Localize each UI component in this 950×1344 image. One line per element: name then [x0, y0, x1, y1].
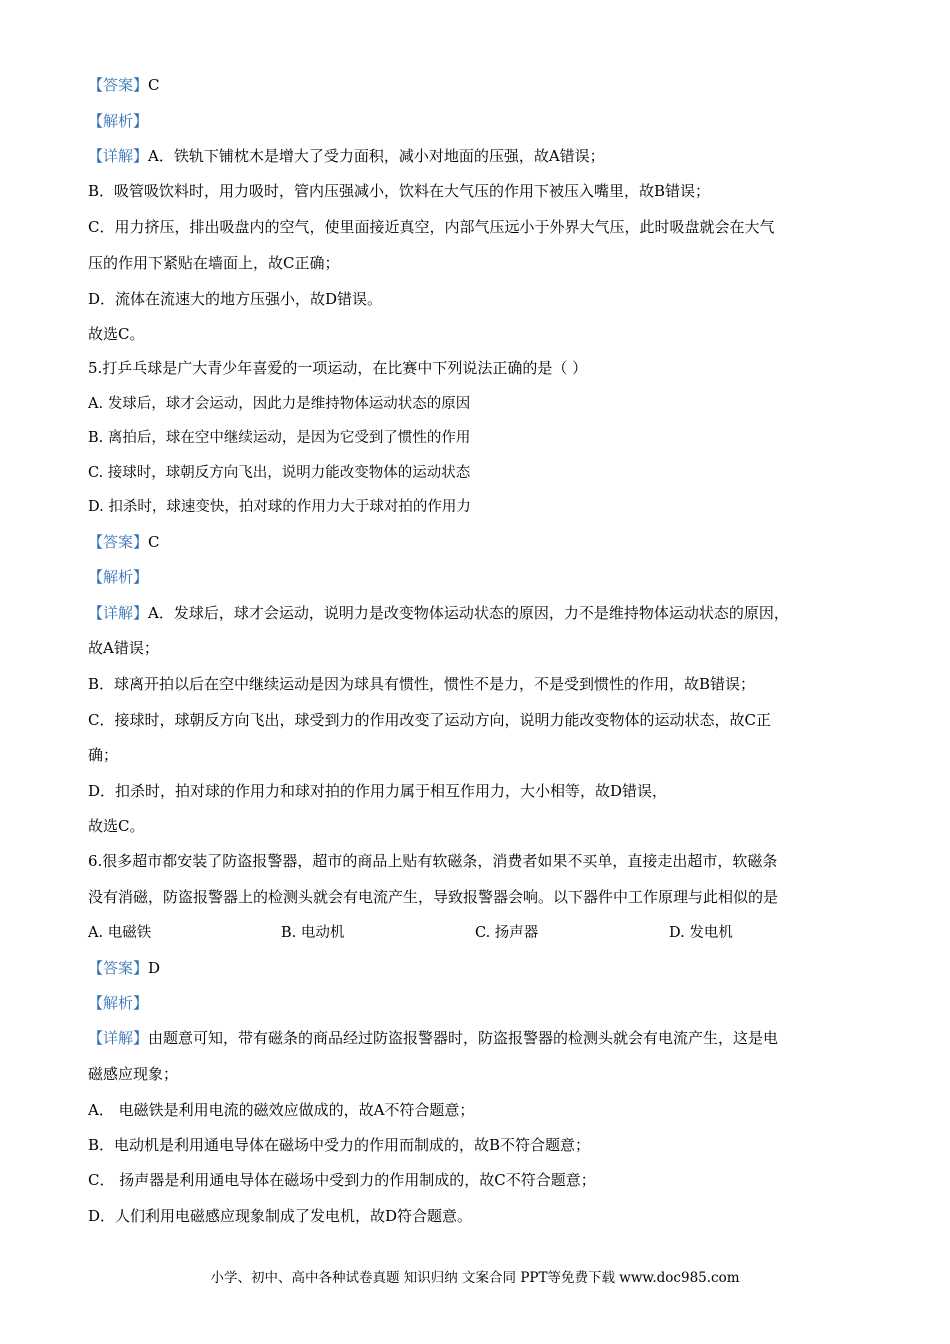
detail-tag: 【详解】 [88, 1029, 149, 1047]
option-d: D. 扣杀时，球速变快，拍对球的作用力大于球对拍的作用力 [88, 499, 471, 515]
explanation-line: 压的作用下紧贴在墙面上，故C正确； [88, 254, 340, 272]
answer-line [88, 958, 160, 978]
question-stem: 6.很多超市都安装了防盗报警器，超市的商品上贴有软磁条，消费者如果不买单，直接走出超市，软磁条 [88, 852, 778, 870]
explanation-line: 【详解】由题意可知，带有磁条的商品经过防盗报警器时，防盗报警器的检测头就会有电流产生，这是电 [88, 1029, 779, 1047]
explanation-line: D．人们利用电磁感应现象制成了发电机，故D符合题意。 [88, 1207, 473, 1225]
explanation-line: A． 电磁铁是利用电流的磁效应做成的，故A不符合题意； [88, 1101, 475, 1119]
explanation-line: 【详解】A．铁轨下铺枕木是增大了受力面积，减小对地面的压强，故A错误； [88, 147, 605, 165]
explanation-line: 确； [88, 746, 119, 764]
option-b: B. 离拍后，球在空中继续运动，是因为它受到了惯性的作用 [88, 430, 471, 446]
answer-value: C [148, 76, 160, 94]
explanation-line: C．用力挤压，排出吸盘内的空气，使里面接近真空，内部气压远小于外界大气压，此时吸盘就会在大气 [88, 218, 775, 236]
explanation-line: 【详解】A．发球后，球才会运动，说明力是改变物体运动状态的原因，力不是维持物体运动状态的原因， [88, 604, 789, 622]
option-a: A. 电磁铁 [88, 925, 152, 941]
detail-tag: 【详解】 [88, 604, 149, 622]
explanation-line: D．流体在流速大的地方压强小，故D错误。 [88, 290, 383, 308]
page-footer: 小学、初中、高中各种试卷真题 知识归纳 文案合同 PPT等免费下载 www.doc985.com [210, 1270, 740, 1286]
answer-tag: 【答案】 [88, 959, 149, 977]
answer-tag: 【答案】 [88, 76, 149, 94]
option-d: D. 发电机 [669, 925, 733, 941]
question-stem: 没有消磁，防盗报警器上的检测头就会有电流产生，导致报警器会响。以下器件中工作原理与此相似的是 [88, 888, 779, 906]
explanation-line: C．接球时，球朝反方向飞出，球受到力的作用改变了运动方向，说明力能改变物体的运动状态，故C正 [88, 711, 771, 729]
explanation-line: B．电动机是利用通电导体在磁场中受力的作用而制成的，故B不符合题意； [88, 1136, 591, 1154]
explanation-line: D．扣杀时，拍对球的作用力和球对拍的作用力属于相互作用力，大小相等，故D错误， [88, 782, 668, 800]
detail-tag: 【详解】 [88, 147, 149, 165]
answer-value: C [148, 533, 160, 551]
analysis-tag: 【解析】 [88, 994, 149, 1012]
answer-line [88, 532, 160, 552]
analysis-tag: 【解析】 [88, 568, 149, 586]
analysis-tag: 【解析】 [88, 112, 149, 130]
explanation-line: 磁感应现象； [88, 1065, 179, 1083]
explanation-line: 故选C。 [88, 325, 145, 343]
explanation-line: C． 扬声器是利用通电导体在磁场中受到力的作用制成的，故C不符合题意； [88, 1171, 596, 1189]
option-a: A. 发球后，球才会运动，因此力是维持物体运动状态的原因 [88, 396, 471, 412]
explanation-line: B．球离开拍以后在空中继续运动是因为球具有惯性，惯性不是力，不是受到惯性的作用，故B错误； [88, 675, 756, 693]
option-c: C. 扬声器 [475, 925, 539, 941]
question-stem: 5.打乒乓球是广大青少年喜爱的一项运动，在比赛中下列说法正确的是（ ） [88, 359, 588, 377]
explanation-line: 故A错误； [88, 639, 159, 657]
option-b: B. 电动机 [281, 925, 345, 941]
answer-tag: 【答案】 [88, 533, 149, 551]
answer-line [88, 75, 160, 95]
option-c: C. 接球时，球朝反方向飞出，说明力能改变物体的运动状态 [88, 465, 471, 481]
explanation-line: 故选C。 [88, 817, 145, 835]
answer-value: D [148, 959, 161, 977]
explanation-line: B．吸管吸饮料时，用力吸时，管内压强减小，饮料在大气压的作用下被压入嘴里，故B错误； [88, 182, 711, 200]
